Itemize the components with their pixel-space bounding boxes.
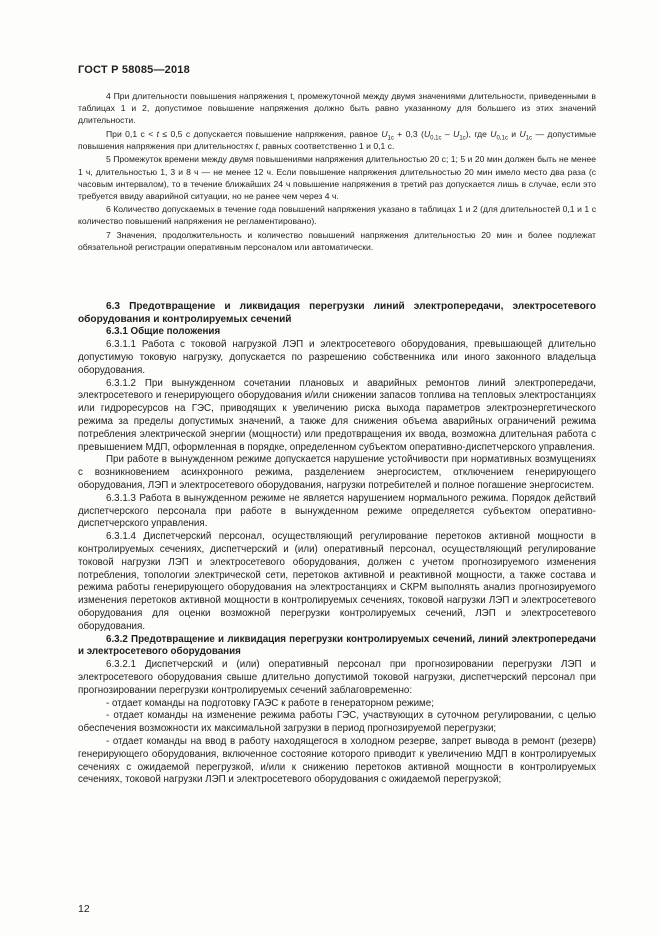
note-7: 7 Значения, продолжительность и количество повышений напряжения длительностью 20 мин и более подлежат обязательной регистрации оперативным персоналом или автоматически.: [78, 230, 596, 253]
table-notes: [78, 90, 596, 255]
document-header: ГОСТ Р 58085—2018: [78, 64, 190, 76]
paragraph: 6.3.1.2 При вынужденном сочетании плановых и аварийных ремонтов линий электропередачи, электросетевого и генерирующего оборудования и/или снижении запасов топлива на тепловых электростанциях или гидроресурсов на ГЭС, приводящих к увеличению риска выхода параметров электроэнергетического режима за пределы допустимых значений, а также для снижения объема аварийных ограничений режима потребления электрической энергии (мощности) или предотвращения их ввода, возможна длительная работа с превышением МДП, оформленная в порядке, определенном субъектом оперативно-диспетчерского управления.: [78, 377, 596, 453]
paragraph: 6.3.1.3 Работа в вынужденном режиме не является нарушением нормального режима. Порядок действий диспетчерского персонала при работе в вынужденном режиме определяется субъектом оперативно-диспетчерского управления.: [78, 492, 596, 530]
subsection2-heading: 6.3.2 Предотвращение и ликвидация перегрузки контролируемых сечений, линий электропередачи и электросетевого оборудования: [78, 633, 596, 658]
list-item: - отдает команды на изменение режима работы ГЭС, участвующих в суточном регулировании, с целью обеспечения возможности их максимальной загрузки в период прогнозируемой перегрузки;: [78, 710, 596, 735]
subsection-heading: 6.3.1 Общие положения: [106, 326, 221, 338]
note-4: 4 При длительности повышения напряжения t, промежуточной между двумя значениями длительности, приведенными в таблицах 1 и 2, допустимое повышение напряжения должно быть равно указанному для большего из этих значений длительности.: [78, 91, 596, 126]
paragraph: 6.3.1.4 Диспетчерский персонал, осуществляющий регулирование перетоков активной мощности в контролируемых сечениях, диспетчерский и (или) оперативный персонал, осуществляющий регулирование токовой нагрузки ЛЭП и электросетевого оборудования, должен с учетом прогнозируемого изменения потребления, топологии электрической сети, перетоков активной и реактивной мощности, а также состава и режима работы генерирующего оборудования на электростанциях и СКРМ выполнять анализ прогнозируемого изменения перетоков активной мощности в контролируемых сечениях, токовой нагрузки ЛЭП и электросетевого оборудования для оценки возможной перегрузки контролируемых сечений, ЛЭП и электросетевого оборудования.: [78, 531, 596, 632]
list-item: - отдает команды на подготовку ГАЭС к работе в генераторном режиме;: [106, 697, 434, 709]
page-number: 12: [78, 903, 90, 915]
note-6: 6 Количество допускаемых в течение года повышений напряжения указано в таблицах 1 и 2 (для длительностей 0,1 и 1 с количество повышений напряжения не регламентировано).: [78, 204, 596, 227]
note-4-formula: При 0,1 с < t ≤ 0,5 с допускается повышение напряжения, равное $U_{1c} + 0,3$ $(U_{0,1c} - U_{1c})$, где $U_{0,1c}$ и $U_{1c}$ — допустимые повышения напряжения при длительностях t, равных соответственно 1 и 0,1 с.: [78, 128, 596, 151]
note-5: 5 Промежуток времени между двумя повышениями напряжения длительностью 20 с; 1; 5 и 20 мин должен быть не менее 1 ч, длительностью 1, 3 и 8 ч — не менее 12 ч. Если повышение напряжения длительностью 20 мин имело место два раза (с часовым интервалом), то в течение ближайших 24 ч повышение напряжения в третий раз допускается лишь в случае, если это требуется ввиду аварийной ситуации, но не ранее чем через 4 ч.: [78, 154, 596, 201]
paragraph: 6.3.1.1 Работа с токовой нагрузкой ЛЭП и электросетевого оборудования, превышающей длительно допустимую токовую нагрузку, допускается по разрешению собственника или иного законного владельца оборудования.: [78, 339, 596, 376]
paragraph: 6.3.2.1 Диспетчерский и (или) оперативный персонал при прогнозировании перегрузки ЛЭП и электросетевого оборудования свыше длительно допустимой токовой нагрузки, диспетчерский персонал при прогнозировании перегрузки контролируемых сечений заблаговременно:: [78, 659, 596, 696]
main-text: [78, 300, 596, 787]
list-item: - отдает команды на ввод в работу находящегося в холодном резерве, запрет вывода в ремонт (резерв) генерирующего оборудования, включенное состояние которого приводит к увеличению МДП в контролируемых сечениях с ожидаемой перегрузкой, и/или к снижению перетоков активной мощности в контролируемых сечениях, токовой нагрузки ЛЭП и электросетевого оборудования с ожидаемой перегрузкой;: [78, 735, 596, 786]
section-heading: 6.3 Предотвращение и ликвидация перегрузки линий электропередачи, электросетевого оборудования и контролируемых сечений: [78, 301, 596, 326]
paragraph: При работе в вынужденном режиме допускается нарушение устойчивости при нормативных возмущениях с возникновением асинхронного режима, разделением энергосистем, отключением генерирующего оборудования, ЛЭП и электросетевого оборудования, нагрузки потребителей и полное погашение энергосистем.: [78, 454, 596, 491]
